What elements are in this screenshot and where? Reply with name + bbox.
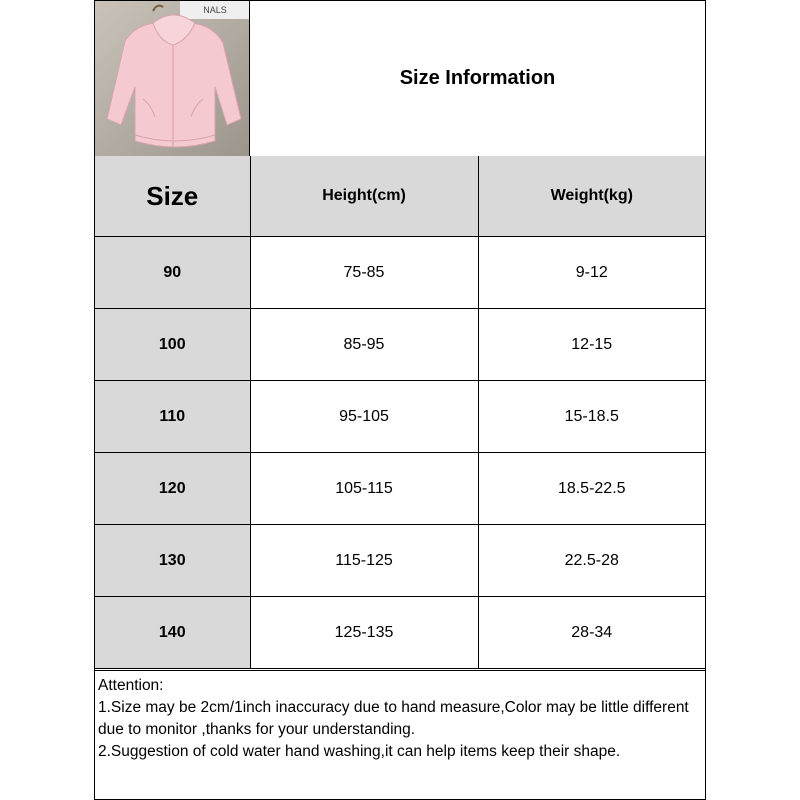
weight-cell: 15-18.5 <box>478 381 705 453</box>
header-section <box>95 1 705 157</box>
table-row <box>95 309 705 381</box>
size-cell: 120 <box>95 453 250 525</box>
column-header-size: Size <box>95 156 250 237</box>
sign-text: NALS <box>203 5 227 15</box>
column-header-height: Height(cm) <box>250 156 478 237</box>
height-cell: 75-85 <box>250 237 478 309</box>
table-row <box>95 381 705 453</box>
size-cell: 130 <box>95 525 250 597</box>
weight-cell: 18.5-22.5 <box>478 453 705 525</box>
size-cell: 90 <box>95 237 250 309</box>
size-cell: 100 <box>95 309 250 381</box>
weight-cell: 9-12 <box>478 237 705 309</box>
size-cell: 140 <box>95 597 250 669</box>
height-cell: 125-135 <box>250 597 478 669</box>
notes-heading: Attention: <box>98 677 164 694</box>
weight-cell: 12-15 <box>478 309 705 381</box>
height-cell: 95-105 <box>250 381 478 453</box>
weight-cell: 22.5-28 <box>478 525 705 597</box>
attention-notes <box>95 670 705 798</box>
table-header-row <box>95 156 705 237</box>
notes-line-1: 1.Size may be 2cm/1inch inaccuracy due to hand measure,Color may be little different due to monitor ,thanks for your understanding. <box>98 699 689 738</box>
height-cell: 105-115 <box>250 453 478 525</box>
table-row <box>95 597 705 669</box>
size-table <box>95 156 705 669</box>
product-photo <box>95 1 250 156</box>
table-row <box>95 525 705 597</box>
table-row <box>95 237 705 309</box>
notes-line-2: 2.Suggestion of cold water hand washing,it can help items keep their shape. <box>98 743 621 760</box>
table-row <box>95 453 705 525</box>
weight-cell: 28-34 <box>478 597 705 669</box>
height-cell: 85-95 <box>250 309 478 381</box>
size-chart-sheet <box>94 0 706 800</box>
column-header-weight: Weight(kg) <box>478 156 705 237</box>
height-cell: 115-125 <box>250 525 478 597</box>
size-cell: 110 <box>95 381 250 453</box>
page-title: Size Information <box>399 67 556 89</box>
